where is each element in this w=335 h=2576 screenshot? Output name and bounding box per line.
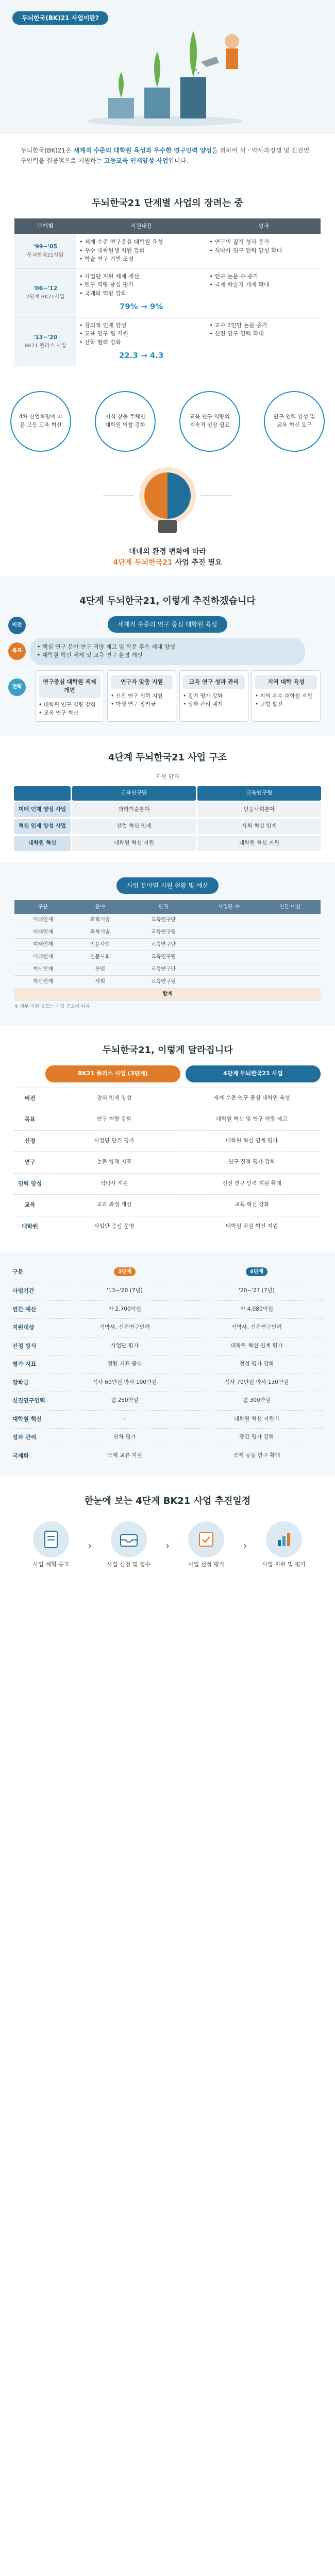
structure-row-1-b: 인문사회분야 bbox=[197, 802, 321, 818]
intro-part-1: 두뇌한국(BK)21은 bbox=[21, 147, 74, 154]
gen-2-content bbox=[76, 268, 206, 317]
table-row bbox=[14, 926, 321, 938]
table-row bbox=[12, 1319, 323, 1337]
b-r4-c3: 교육연구팀 bbox=[129, 951, 198, 963]
compare-row-3-left: 사업단 단위 평가 bbox=[94, 1137, 135, 1144]
compare-row-6 bbox=[14, 1194, 321, 1216]
goals-title: 4단계 두뇌한국21, 이렇게 추진하겠습니다 bbox=[79, 595, 256, 606]
b-r5-c1: 혁신인재 bbox=[14, 963, 72, 975]
gen-3-name: BK21 플러스 사업 bbox=[24, 343, 66, 349]
strategy-2-item-1: • 신진 연구 인력 지원 bbox=[111, 693, 163, 700]
intro-highlight-1: 세계적 수준의 대학원 육성과 우수한 연구인력 양성 bbox=[73, 147, 212, 154]
b-r4-c2: 인문사회 bbox=[72, 951, 129, 963]
b-r2-c5 bbox=[259, 926, 321, 938]
flow-step-4 bbox=[256, 1521, 312, 1569]
document-icon bbox=[33, 1521, 69, 1557]
tl-r2-a: 약 2,700억원 bbox=[108, 1306, 141, 1312]
history-section bbox=[0, 178, 335, 381]
b-r4-c5 bbox=[259, 951, 321, 963]
tl-r6-b: 석사 70만원 박사 130만원 bbox=[224, 1379, 289, 1385]
brain-section bbox=[0, 462, 335, 575]
stat-4: 4.3 bbox=[149, 351, 164, 361]
compare-row-6-lab: 교육 bbox=[24, 1201, 36, 1209]
tl-r1-b: '20~'27 (7년) bbox=[239, 1287, 275, 1294]
structure-table bbox=[12, 785, 323, 853]
strategy-2 bbox=[107, 670, 176, 722]
b-r6-c4 bbox=[198, 975, 260, 988]
b-r6-c3: 교육연구팀 bbox=[129, 975, 198, 988]
b-r6-c2: 사회 bbox=[72, 975, 129, 988]
gen-1-content-3: • 학술 연구 기반 조성 bbox=[79, 256, 134, 263]
gen-3-result-2: • 신진 연구 인력 확대 bbox=[209, 330, 264, 337]
tl-h-1: 구분 bbox=[12, 1268, 24, 1275]
budget-table bbox=[14, 900, 321, 1001]
tl-r8-lab: 대학원 혁신 bbox=[12, 1415, 42, 1422]
compare-row-1-right: 세계 수준 연구 중심 대학원 육성 bbox=[213, 1094, 290, 1101]
gen-1-result-1: • 연구의 질적 성과 증가 bbox=[209, 239, 270, 246]
tl-r6-lab: 장학금 bbox=[12, 1379, 29, 1386]
table-row bbox=[14, 938, 321, 951]
strategy-3-item-1: • 질적 평가 강화 bbox=[183, 693, 223, 700]
timeline-section bbox=[0, 1251, 335, 1476]
strategy-1 bbox=[35, 670, 104, 722]
tag-strategy: 전략 bbox=[8, 679, 26, 696]
strategy-row bbox=[35, 670, 321, 722]
flow-step-2-label: 사업 신청 및 접수 bbox=[107, 1561, 151, 1568]
gen-1-result bbox=[206, 234, 321, 268]
b-r1-c5 bbox=[259, 914, 321, 926]
flow-step-3-label: 사업 선정 평가 bbox=[188, 1561, 225, 1568]
table-row bbox=[14, 963, 321, 975]
tl-r1-a: '13~'20 (7년) bbox=[107, 1287, 143, 1294]
structure-row-2-b: 사회 혁신 인재 bbox=[197, 819, 321, 834]
chart-icon bbox=[266, 1521, 302, 1557]
gen-2-result-1: • 연구 논문 수 증가 bbox=[209, 273, 259, 280]
compare-title: 두뇌한국21, 이렇게 달라집니다 bbox=[102, 1045, 233, 1056]
compare-row-4-right: 연구 질적 평가 강화 bbox=[228, 1159, 276, 1165]
compare-row-5 bbox=[14, 1173, 321, 1195]
tl-h-2: 3단계 bbox=[114, 1267, 136, 1276]
flow-step-3 bbox=[178, 1521, 234, 1569]
gen-2-period: '06~'12 bbox=[33, 285, 58, 292]
hero-section bbox=[0, 0, 335, 134]
inbox-icon bbox=[111, 1521, 147, 1557]
flow-section bbox=[0, 1476, 335, 1598]
b-r3-c5 bbox=[259, 938, 321, 951]
structure-corner bbox=[14, 786, 71, 801]
tl-r10-a: 국제 교류 지원 bbox=[107, 1452, 142, 1459]
history-title-a: 두뇌한국 bbox=[92, 197, 128, 209]
compare-heads bbox=[45, 1065, 321, 1082]
tl-r10-lab: 국제화 bbox=[12, 1452, 29, 1459]
compare-row-7 bbox=[14, 1216, 321, 1238]
budget-total: 합계 bbox=[14, 988, 321, 1000]
compare-row-4-left: 논문 양적 지표 bbox=[96, 1159, 132, 1165]
table-row bbox=[12, 1447, 323, 1466]
tl-r2-lab: 연간 예산 bbox=[12, 1306, 37, 1313]
gen-2-name: 2단계 BK21사업 bbox=[26, 294, 65, 300]
compare-row-7-right: 대학원 차원 혁신 지원 bbox=[225, 1223, 278, 1229]
tag-goal: 목표 bbox=[8, 642, 26, 660]
tl-r5-b: 정성 평가 강화 bbox=[239, 1361, 274, 1367]
compare-row-1 bbox=[14, 1088, 321, 1109]
gen-1-content bbox=[76, 234, 206, 268]
b-r4-c1: 미래인재 bbox=[14, 951, 72, 963]
stat-1: 79% bbox=[120, 302, 138, 312]
tl-r3-lab: 지원대상 bbox=[12, 1324, 35, 1331]
table-row bbox=[12, 1411, 323, 1429]
budget-h-3: 단위 bbox=[129, 900, 198, 914]
structure-row-3-head: 대학원 혁신 bbox=[14, 836, 71, 851]
structure-row-2-head: 혁신 인재 양성 사업 bbox=[14, 819, 71, 834]
compare-row-1-lab: 비전 bbox=[24, 1094, 36, 1101]
budget-h-4: 사업단 수 bbox=[198, 900, 260, 914]
history-header-gen: 단계별 bbox=[14, 218, 76, 234]
hero-badge-label: 두뇌한국(BK)21 사업이란? bbox=[12, 11, 108, 25]
intro-highlight-2: 고등교육 인재양성 사업 bbox=[104, 157, 169, 165]
gen-3-content bbox=[76, 317, 206, 366]
stat-3: 22.3 bbox=[119, 351, 138, 361]
compare-row-4 bbox=[14, 1151, 321, 1173]
gen-2-stats: 79% → 9% bbox=[120, 302, 163, 312]
b-r3-c2: 인문사회 bbox=[72, 938, 129, 951]
gen-3-content-1: • 창의적 인재 양성 bbox=[79, 321, 127, 329]
goal-item-1: • 핵심 연구 분야 연구 역량 제고 및 학문 후속 세대 양성 bbox=[37, 643, 176, 650]
compare-row-5-left: 석박사 지원 bbox=[100, 1180, 128, 1187]
gen-1-period: '99~'05 bbox=[33, 243, 58, 250]
b-r1-c4 bbox=[198, 914, 260, 926]
tl-r4-b: 대학원 혁신 연계 평가 bbox=[230, 1342, 283, 1349]
compare-row-2-lab: 목표 bbox=[24, 1116, 36, 1123]
structure-section bbox=[0, 736, 335, 863]
brain-line-1: 대내외 환경 변화에 따라 bbox=[129, 548, 206, 556]
structure-row-1-a: 과학기술분야 bbox=[72, 802, 196, 818]
circle-1: 4차 산업혁명에 따른 고등 교육 혁신 bbox=[10, 391, 71, 452]
structure-col-2: 교육연구팀 bbox=[197, 786, 321, 801]
brain-bulb-illustration bbox=[0, 462, 335, 539]
gen-1-name: 두뇌한국21사업 bbox=[27, 252, 64, 258]
compare-row-3-right: 대학원 혁신 연계 평가 bbox=[225, 1137, 278, 1144]
gen-2-result bbox=[206, 268, 321, 317]
history-table bbox=[14, 218, 321, 366]
budget-h-2: 분야 bbox=[72, 900, 129, 914]
circle-3: 교육 연구 역량의 지속적 성장 필요 bbox=[179, 391, 240, 452]
table-row bbox=[12, 1374, 323, 1393]
budget-h-5: 연간 예산 bbox=[259, 900, 321, 914]
strategy-3-head: 교육 연구 성과 관리 bbox=[183, 675, 245, 690]
b-r3-c3: 교육연구단 bbox=[129, 938, 198, 951]
brain-caption bbox=[0, 547, 335, 568]
gen-3-result bbox=[206, 317, 321, 366]
history-header-content: 지원내용 bbox=[76, 218, 206, 234]
table-row bbox=[12, 1282, 323, 1301]
tl-r9-b: 중간 평가 강화 bbox=[239, 1434, 274, 1440]
gen-3-stats: 22.3 → 4.3 bbox=[119, 351, 164, 361]
gen-2-content-1: • 사업단 지원 체계 개선 bbox=[79, 273, 140, 280]
strategy-4-head: 지역 대학 육성 bbox=[255, 675, 317, 690]
structure-row-1-head: 미래 인재 양성 사업 bbox=[14, 802, 71, 818]
b-r2-c4 bbox=[198, 926, 260, 938]
gen-3-label bbox=[14, 317, 76, 366]
b-r4-c4 bbox=[198, 951, 260, 963]
gen-1-result-2: • 석박사 연구 인력 양성 확대 bbox=[209, 247, 282, 254]
tl-r5-lab: 평가 지표 bbox=[12, 1361, 37, 1368]
compare-row-6-right: 교육 혁신 강화 bbox=[234, 1201, 270, 1208]
tl-r10-b: 국제 공동 연구 확대 bbox=[233, 1452, 280, 1459]
tl-r7-a: 월 250만원 bbox=[111, 1397, 139, 1404]
b-r1-c2: 과학기술 bbox=[72, 914, 129, 926]
brain-line-2-highlight: 4단계 두뇌한국21 bbox=[113, 558, 173, 567]
intro-text bbox=[0, 134, 335, 178]
tl-r9-lab: 성과 관리 bbox=[12, 1434, 37, 1441]
intro-part-2: 을 위하여 석ㆍ박사과정생 및 신진연구인력을 집중적으로 지원하는 bbox=[21, 147, 310, 165]
compare-row-2 bbox=[14, 1109, 321, 1130]
history-row-3 bbox=[14, 317, 321, 366]
tl-r2-b: 약 4,080억원 bbox=[240, 1306, 273, 1312]
circle-2: 지식 창출 주체인 대학원 역할 강화 bbox=[95, 391, 156, 452]
brain-line-2: 사업 추진 필요 bbox=[172, 558, 222, 567]
compare-section bbox=[0, 1025, 335, 1251]
compare-row-7-left: 사업단 중심 운영 bbox=[94, 1223, 135, 1229]
b-r1-c3: 교육연구단 bbox=[129, 914, 198, 926]
gen-2-label bbox=[14, 268, 76, 317]
table-row bbox=[12, 1392, 323, 1411]
goal-box bbox=[30, 638, 305, 665]
compare-row-3-lab: 선정 bbox=[24, 1137, 36, 1144]
compare-row-6-left: 교과 과정 개선 bbox=[96, 1201, 132, 1208]
table-row bbox=[12, 1301, 323, 1319]
table-row bbox=[14, 951, 321, 963]
gen-2-content-3: • 국제화 역량 강화 bbox=[79, 290, 127, 297]
tl-r4-lab: 선정 방식 bbox=[12, 1342, 37, 1349]
tl-r8-a: - bbox=[124, 1415, 126, 1422]
table-row bbox=[14, 975, 321, 988]
strategy-2-item-2: • 학생 연구 장려금 bbox=[111, 701, 156, 708]
arrow-right-icon: › bbox=[165, 1539, 170, 1552]
compare-row-2-left: 연구 역량 강화 bbox=[96, 1116, 132, 1123]
compare-row-1-left: 창의 인재 양성 bbox=[96, 1094, 132, 1101]
budget-section bbox=[0, 863, 335, 1025]
tl-r8-b: 대학원 혁신 지원비 bbox=[234, 1415, 279, 1422]
b-r5-c4 bbox=[198, 963, 260, 975]
history-title-b: 21 단계별 사업의 장려는 중 bbox=[127, 197, 243, 209]
tl-r3-a: 석박사, 신진연구인력 bbox=[99, 1324, 150, 1331]
tl-r9-a: 연차 평가 bbox=[113, 1434, 136, 1440]
background-circles bbox=[0, 381, 335, 462]
strategy-1-item-2: • 교육 연구 혁신 bbox=[39, 709, 79, 716]
budget-note: ※ 세부 지원 규모는 사업 공고에 따름 bbox=[14, 1004, 90, 1009]
strategy-4-item-1: • 지역 우수 대학원 지원 bbox=[255, 693, 312, 700]
table-row bbox=[14, 914, 321, 926]
vision-banner: 세계적 수준의 연구 중심 대학원 육성 bbox=[108, 616, 228, 633]
flow-title: 한눈에 보는 4단계 BK21 사업 추진일정 bbox=[84, 1496, 251, 1507]
strategy-1-head: 연구중심 대학원 체제 개편 bbox=[39, 675, 100, 698]
structure-col-1: 교육연구단 bbox=[72, 786, 196, 801]
tl-r3-b: 석박사, 신진연구인력 bbox=[231, 1324, 282, 1331]
strategy-1-item-1: • 대학원 연구 역량 강화 bbox=[39, 701, 96, 708]
goal-item-2: • 대학원 혁신 체제 및 교육 연구 환경 개선 bbox=[37, 652, 143, 659]
flow-step-4-label: 사업 지원 및 평가 bbox=[262, 1561, 306, 1568]
compare-right-head: 4단계 두뇌한국21 사업 bbox=[186, 1065, 321, 1082]
compare-row-5-right: 신진 연구 인력 지원 확대 bbox=[222, 1180, 281, 1187]
tl-h-3: 4단계 bbox=[246, 1267, 267, 1276]
timeline-header bbox=[12, 1262, 323, 1282]
b-r5-c3: 교육연구단 bbox=[129, 963, 198, 975]
b-r2-c2: 과학기술 bbox=[72, 926, 129, 938]
flow-step-2 bbox=[100, 1521, 157, 1569]
b-r3-c1: 미래인재 bbox=[14, 938, 72, 951]
goals-section bbox=[0, 575, 335, 737]
tl-r7-b: 월 300만원 bbox=[243, 1397, 271, 1404]
gen-2-content-2: • 연구 역량 중심 평가 bbox=[79, 281, 134, 289]
structure-row-3-a: 대학원 혁신 지원 bbox=[72, 836, 196, 851]
tl-r4-a: 사업단 평가 bbox=[110, 1342, 139, 1349]
strategy-4-item-2: • 균형 발전 bbox=[255, 701, 283, 708]
b-r2-c3: 교육연구팀 bbox=[129, 926, 198, 938]
structure-row-2-a: 산업 혁신 인재 bbox=[72, 819, 196, 834]
b-r5-c2: 산업 bbox=[72, 963, 129, 975]
budget-h-1: 구분 bbox=[14, 900, 72, 914]
tl-r5-a: 정량 지표 중심 bbox=[107, 1361, 142, 1367]
gen-3-period: '13~'20 bbox=[33, 334, 58, 341]
history-header-result: 성과 bbox=[206, 218, 321, 234]
compare-row-2-right: 대학원 혁신 및 연구 역량 제고 bbox=[216, 1116, 288, 1123]
b-r6-c1: 혁신인재 bbox=[14, 975, 72, 988]
b-r3-c4 bbox=[198, 938, 260, 951]
compare-row-7-lab: 대학원 bbox=[22, 1223, 38, 1230]
tag-vision: 비전 bbox=[8, 617, 26, 634]
budget-total-row bbox=[14, 988, 321, 1000]
gen-1-content-1: • 세계 수준 연구중심 대학원 육성 bbox=[79, 239, 163, 246]
strategy-4 bbox=[252, 670, 321, 722]
b-r2-c1: 미래인재 bbox=[14, 926, 72, 938]
gen-3-result-1: • 교수 1인당 논문 증가 bbox=[209, 321, 267, 329]
structure-top-label: 지원 단위 bbox=[155, 773, 179, 781]
history-row-2 bbox=[14, 268, 321, 317]
history-row-1 bbox=[14, 234, 321, 268]
gen-3-content-3: • 산학 협력 강화 bbox=[79, 338, 121, 346]
strategy-3-item-2: • 성과 관리 체계 bbox=[183, 701, 223, 708]
table-row bbox=[12, 1355, 323, 1374]
tl-r1-lab: 사업기간 bbox=[12, 1287, 35, 1295]
strategy-2-head: 연구자 맞춤 지원 bbox=[111, 675, 173, 690]
compare-row-4-lab: 연구 bbox=[24, 1159, 36, 1166]
tl-r6-a: 석사 60만원 박사 100만원 bbox=[92, 1379, 157, 1385]
compare-row-5-lab: 인력 양성 bbox=[18, 1180, 42, 1187]
b-r1-c1: 미래인재 bbox=[14, 914, 72, 926]
b-r5-c5 bbox=[259, 963, 321, 975]
history-title bbox=[14, 196, 321, 210]
arrow-right-icon: › bbox=[88, 1539, 92, 1552]
strategy-3 bbox=[179, 670, 248, 722]
flow-steps bbox=[14, 1516, 321, 1584]
history-header-row bbox=[14, 218, 321, 234]
circle-4: 연구 인력 양성 및 교육 혁신 요구 bbox=[264, 391, 325, 452]
flow-step-1-label: 사업 계획 공고 bbox=[32, 1561, 70, 1568]
gen-1-content-2: • 우수 대학원생 지원 강화 bbox=[79, 247, 145, 254]
flow-step-1 bbox=[23, 1521, 79, 1569]
compare-row-3 bbox=[14, 1130, 321, 1152]
watering-can-illustration bbox=[77, 21, 263, 129]
checklist-icon bbox=[188, 1521, 224, 1557]
structure-row-3-b: 대학원 혁신 지원 bbox=[197, 836, 321, 851]
budget-title: 사업 분야별 지원 현황 및 예산 bbox=[116, 877, 219, 894]
table-row bbox=[12, 1337, 323, 1356]
tl-r7-lab: 신진연구인력 bbox=[12, 1397, 45, 1404]
stat-2: 9% bbox=[149, 302, 163, 312]
gen-1-label bbox=[14, 234, 76, 268]
gen-3-content-2: • 교육 연구 팀 지원 bbox=[79, 330, 128, 337]
b-r6-c5 bbox=[259, 975, 321, 988]
table-row bbox=[12, 1429, 323, 1447]
arrow-right-icon: › bbox=[243, 1539, 247, 1552]
intro-part-3: 입니다. bbox=[168, 157, 189, 165]
compare-left-head: BK21 플러스 사업 (3단계) bbox=[45, 1065, 180, 1082]
gen-2-result-2: • 국제 학술지 게재 확대 bbox=[209, 281, 270, 289]
structure-title: 4단계 두뇌한국21 사업 구조 bbox=[108, 752, 227, 764]
